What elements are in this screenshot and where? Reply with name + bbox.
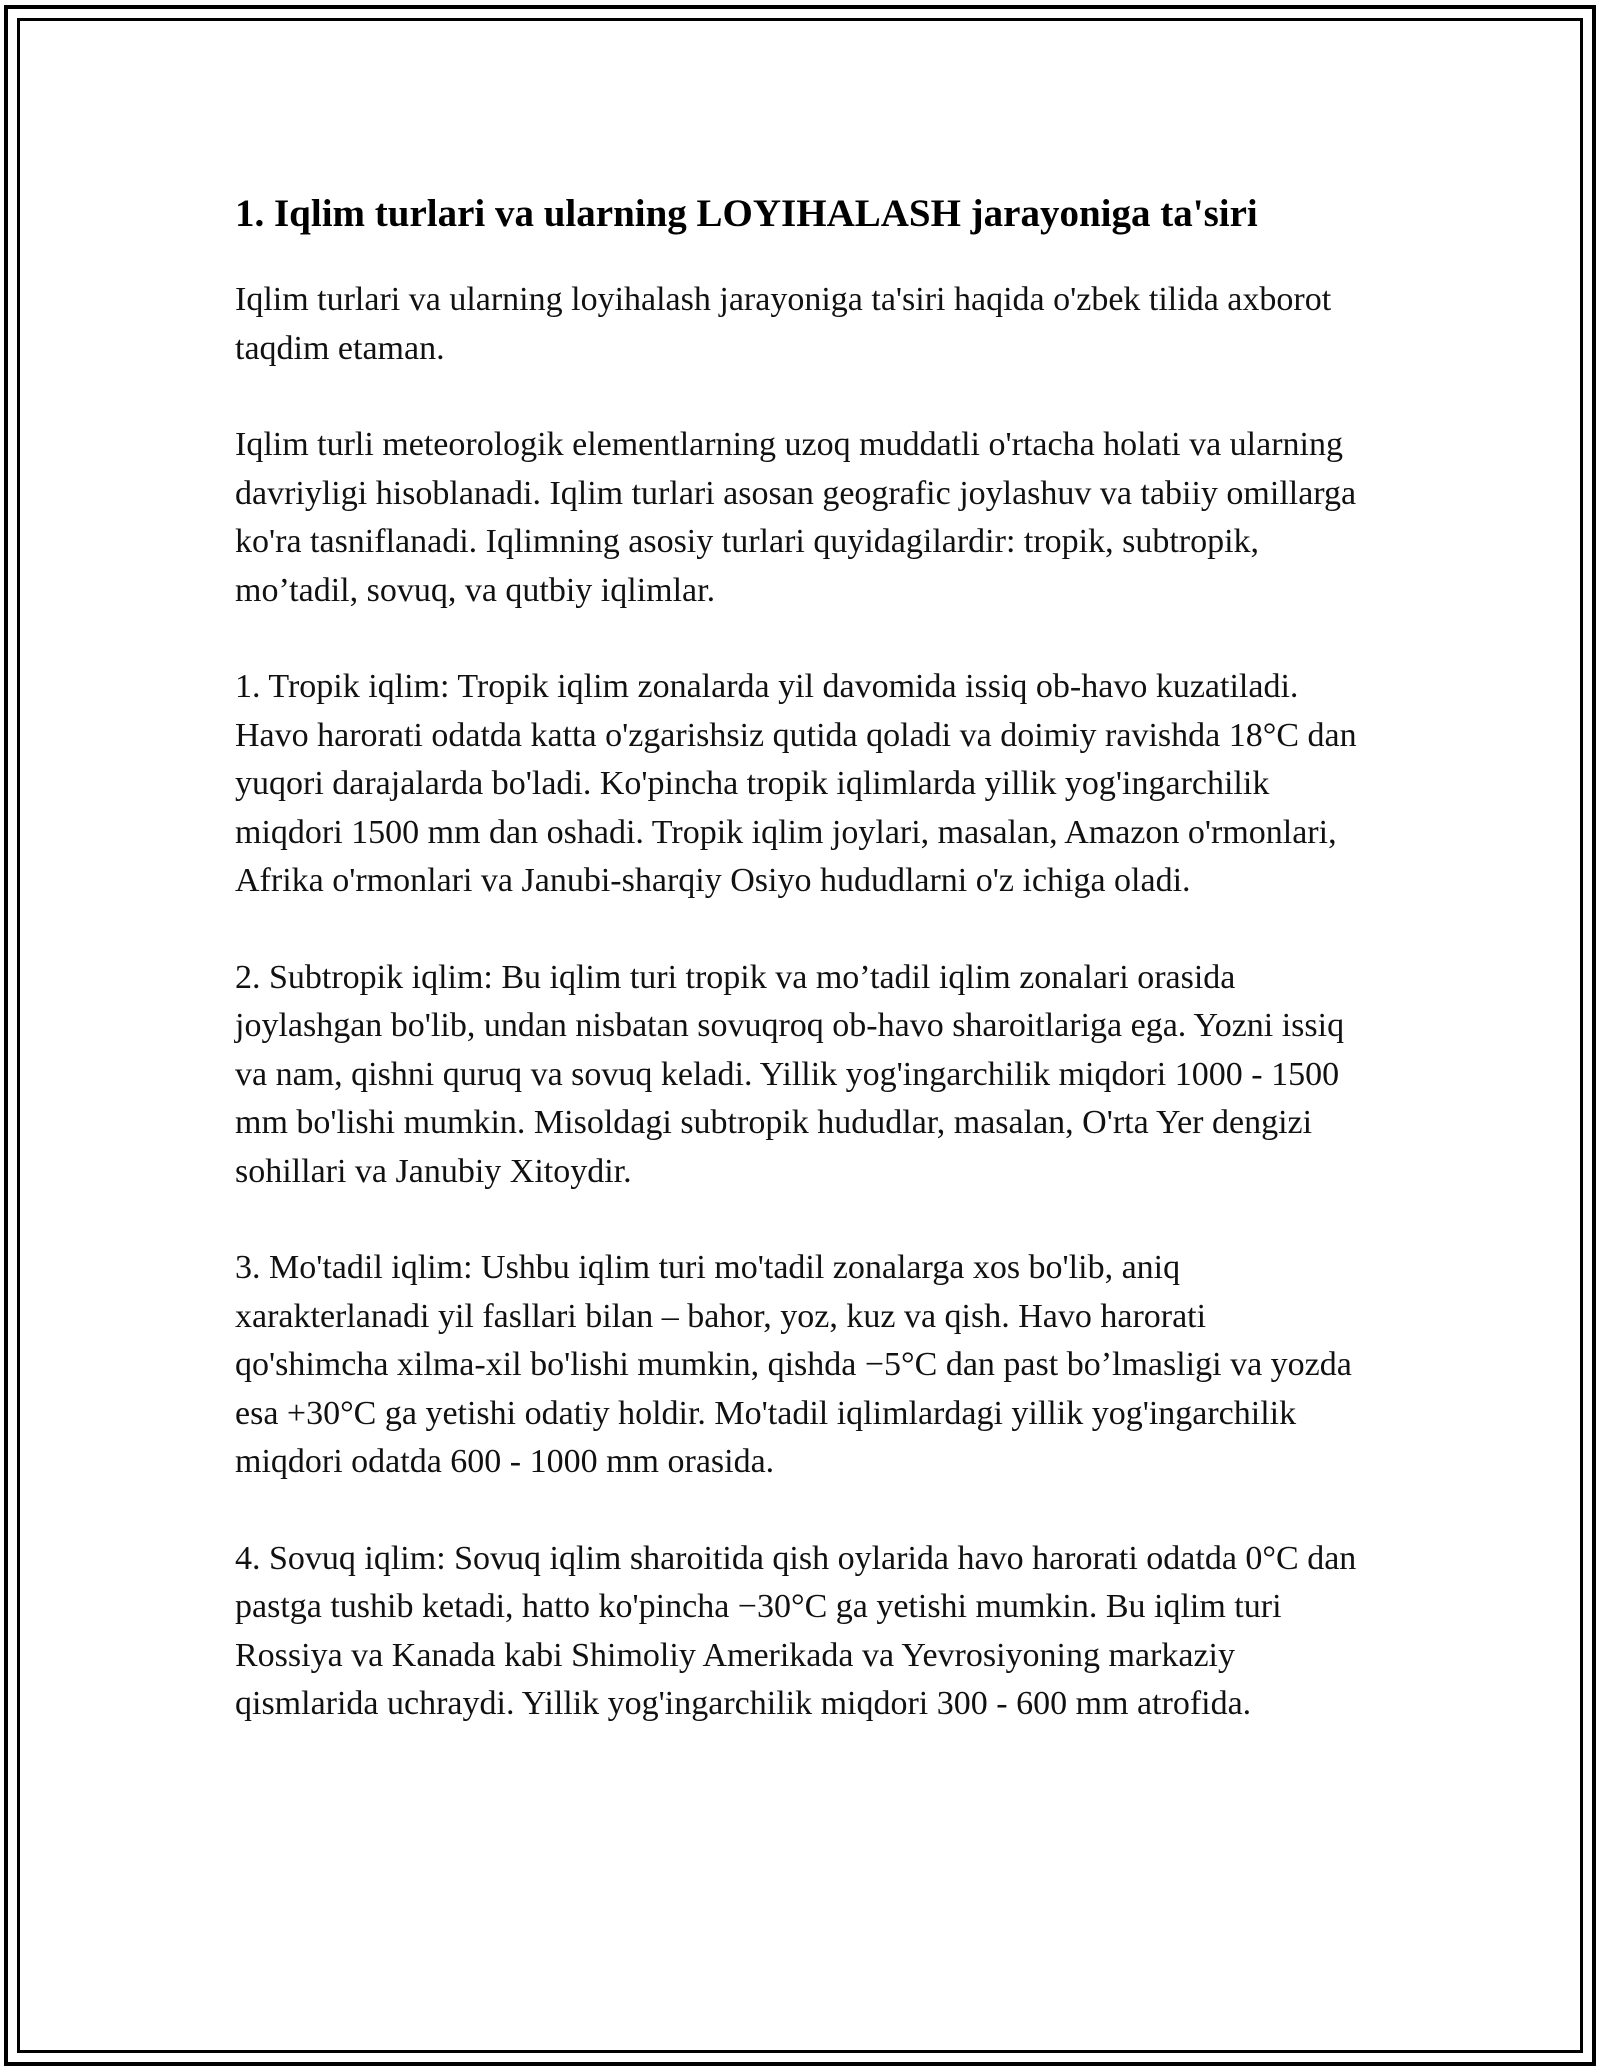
cold-climate-paragraph: 4. Sovuq iqlim: Sovuq iqlim sharoitida qish oylarida havo harorati odatda 0°C dan pastga tushib ketadi, hatto ko'pincha −30°C ga yetishi mumkin. Bu iqlim turi Rossiya va Kanada kabi Shimoliy Amerikada va Yevrosiyoning markaziy qismlarida uchraydi. Yillik yog'ingarchilik miqdori 300 - 600 mm atrofida. [235, 1539, 1357, 1722]
tropical-climate-paragraph: 1. Tropik iqlim: Tropik iqlim zonalarda yil davomida issiq ob-havo kuzatiladi. Havo harorati odatda katta o'zgarishsiz qutida qoladi va doimiy ravishda 18°C dan yuqori darajalarda bo'ladi. Ko'pincha tropik iqlimlarda yillik yog'ingarchilik miqdori 1500 mm dan oshadi. Tropik iqlim joylari, masalan, Amazon o'rmonlari, Afrika o'rmonlari va Janubi-sharqiy Osiyo hududlarni o'z ichiga oladi. [235, 668, 1357, 899]
definition-paragraph: Iqlim turli meteorologik elementlarning uzoq muddatli o'rtacha holati va ularning davriyligi hisoblanadi. Iqlim turlari asosan geografic joylashuv va tabiiy omillarga ko'ra tasniflanadi. Iqlimning asosiy turlari quyidagilardir: tropik, subtropik, mo’tadil, sovuq, va qutbiy iqlimlar. [235, 426, 1357, 609]
temperate-climate-paragraph: 3. Mo'tadil iqlim: Ushbu iqlim turi mo'tadil zonalarga xos bo'lib, aniq xarakterlanadi yil fasllari bilan – bahor, yoz, kuz va qish. Havo harorati qo'shimcha xilma-xil bo'lishi mumkin, qishda −5°C dan past bo’lmasligi va yozda esa +30°C ga yetishi odatiy holdir. Mo'tadil iqlimlardagi yillik yog'ingarchilik miqdori odatda 600 - 1000 mm orasida. [235, 1249, 1352, 1480]
document-title: 1. Iqlim turlari va ularning LOYIHALASH jarayoniga ta'siri [235, 192, 1258, 235]
subtropical-climate-paragraph: 2. Subtropik iqlim: Bu iqlim turi tropik va mo’tadil iqlim zonalari orasida joylashgan bo'lib, undan nisbatan sovuqroq ob-havo sharoitlariga ega. Yozni issiq va nam, qishni quruq va sovuq keladi. Yillik yog'ingarchilik miqdori 1000 - 1500 mm bo'lishi mumkin. Misoldagi subtropik hududlar, masalan, O'rta Yer dengizi sohillari va Janubiy Xitoydir. [235, 958, 1345, 1190]
document-body [235, 188, 1365, 1777]
intro-paragraph: Iqlim turlari va ularning loyihalash jarayoniga ta'siri haqida o'zbek tilida axborot taqdim etaman. [235, 281, 1332, 367]
